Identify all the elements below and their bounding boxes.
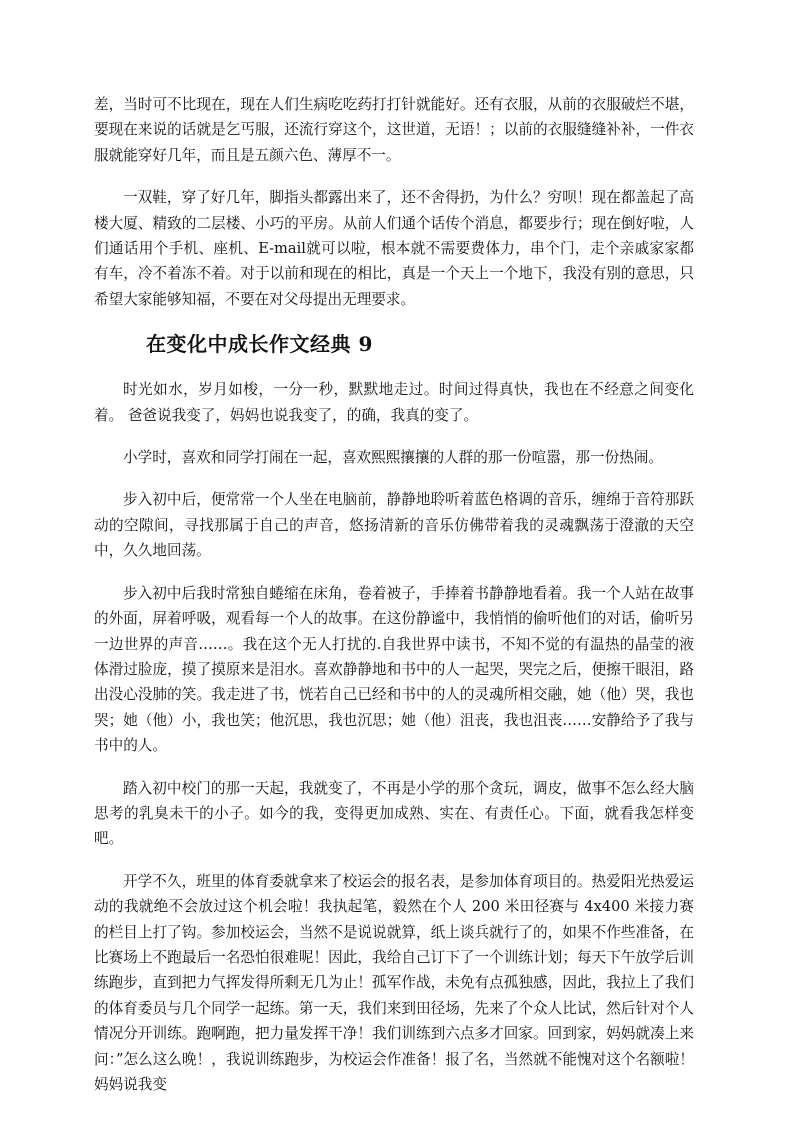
body-paragraph-3: 步入初中后，便常常一个人坐在电脑前，静静地聆听着蓝色格调的音乐，缠绵于音符那跃动的空隙间，寻找那属于自己的声音，悠扬清新的音乐仿佛带着我的灵魂飘荡于澄澈的天空中，久久地回荡。	[94, 491, 694, 560]
section-title: 在变化中成长作文经典 9	[146, 332, 373, 357]
body-paragraph-6: 开学不久，班里的体育委就拿来了校运会的报名表，是参加体育项目的。热爱阳光热爱运动的我就绝不会放过这个机会啦！我执起笔，毅然在个人 200 米田径赛与 4x400 米接力赛的栏目上打了钩。参加校运会，当然不是说说就算，纸上谈兵就行了的，如果不作些准备，在比赛场上不跑最后一名恐怕很难呢！因此，我给自己订下了一个训练计划；每天下午放学后训练跑步，直到把力气挥发得所剩无几为止！孤军作战，未免有点孤独感，因此，我拉上了我们的体育委员与几个同学一起练。第一天，我们来到田径场，先来了个众人比试，然后针对个人情况分开训练。跑啊跑，把力量发挥干净！我们训练到六点多才回家。回到家，妈妈就凑上来问：”怎么这么晚！，我说训练跑步，为校运会作准备！报了名，当然就不能愧对这个名额啦！妈妈说我变	[94, 872, 694, 1093]
body-paragraph-4: 步入初中后我时常独自蜷缩在床角，卷着被子，手捧着书静静地看着。我一个人站在故事的外面，屏着呼吸，观看每一个人的故事。在这份静谧中，我悄悄的偷听他们的对话，偷听另一边世界的声音……。我在这个无人打扰的.自我世界中读书，不知不觉的有温热的晶莹的液体滑过脸庞，摸了摸原来是泪水。喜欢静静地和书中的人一起哭，哭完之后，便擦干眼泪，路出没心没肺的笑。我走进了书，恍若自己已经和书中的人的灵魂所相交融，她（他）哭，我也哭；她（他）小，我也笑；他沉思，我也沉思；她（他）沮丧，我也沮丧……安静给予了我与书中的人。	[94, 584, 694, 755]
intro-paragraph-1: 差，当时可不比现在，现在人们生病吃吃药打打针就能好。还有衣服，从前的衣服破烂不堪，要现在来说的话就是乞丐服，还流行穿这个，这世道，无语！；以前的衣服缝缝补补，一件衣服就能穿好几年，而且是五颜六色、薄厚不一。	[94, 96, 694, 164]
document-page	[94, 92, 694, 1114]
body-paragraph-2: 小学时，喜欢和同学打闹在一起，喜欢熙熙攘攘的人群的那一份喧嚣，那一份热闹。	[123, 449, 663, 467]
body-paragraph-1: 时光如水，岁月如梭，一分一秒，默默地走过。时间过得真快，我也在不经意之间变化着。 爸爸说我变了，妈妈也说我变了，的确，我真的变了。	[94, 381, 694, 424]
body-paragraph-5: 踏入初中校门的那一天起，我就变了，不再是小学的那个贪玩，调皮，做事不怎么经大脑思考的乳臭未干的小子。如今的我，变得更加成熟、实在、有责任心。下面，就看我怎样变吧。	[94, 779, 694, 848]
intro-paragraph-2: 一双鞋，穿了好几年，脚指头都露出来了，还不舍得扔，为什么？穷呗！现在都盖起了高楼大厦、精致的二层楼、小巧的平房。从前人们通个话传个消息，都要步行；现在倒好啦，人们通话用个手机、座机、E-mail就可以啦，根本就不需要费体力，串个门，走个亲戚家家都有车，冷不着冻不着。对于以前和现在的相比，真是一个天上一个地下，我没有别的意思，只希望大家能够知福，不要在对父母提出无理要求。	[94, 189, 694, 308]
